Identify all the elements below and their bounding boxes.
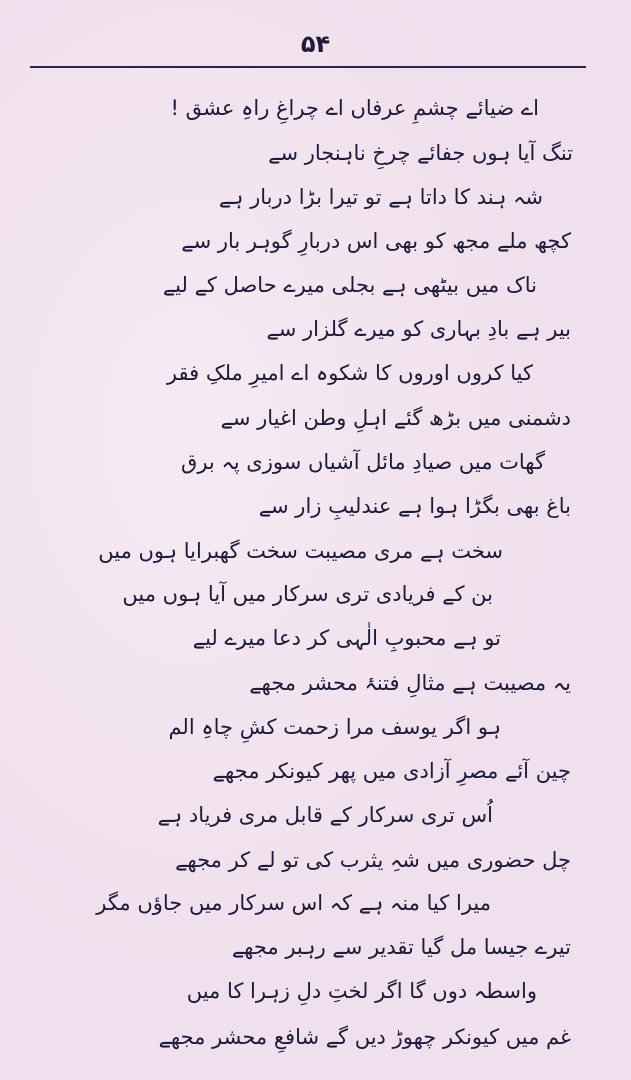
poem-line: میرا کیا منہ ہے کہ اس سرکار میں جاؤں مگر [96,891,491,915]
poem-line: ہو اگر یوسف مرا زحمت کشِ چاہِ الم [168,715,501,739]
poem-line: تنگ آیا ہوں جفائے چرخِ ناہنجار سے [268,141,573,165]
poem-line: بن کے فریادی تری سرکار میں آیا ہوں میں [122,582,493,606]
poem-line: دشمنی میں بڑھ گئے اہلِ وطن اغیار سے [220,406,571,430]
poem-line: غم میں کیونکر چھوڑ دیں گے شافعِ محشر مجھے [158,1025,571,1049]
poem-line: تو ہے محبوبِ الٰہی کر دعا میرے لیے [192,626,501,650]
poem-line: واسطہ دوں گا اگر لختِ دلِ زہرا کا میں [186,979,537,1003]
poem-line: سخت ہے مری مصیبت سخت گھبرایا ہوں میں [98,539,503,563]
poem-line: یہ مصیبت ہے مثالِ فتنۂ محشر مجھے [249,671,571,695]
poem-line: چل حضوری میں شہِ یثرب کی تو لے کر مجھے [175,848,571,872]
poem-line: ناک میں بیٹھی ہے بجلی میرے حاصل کے لیے [162,273,537,297]
poem-line: چین آئے مصرِ آزادی میں پھر کیونکر مجھے [212,759,571,783]
poem-line: شہ ہند کا داتا ہے تو تیرا بڑا دربار ہے [218,185,543,209]
poem-line: کیا کروں اوروں کا شکوہ اے امیرِ ملکِ فقر [166,361,533,385]
poem-line: باغ بھی بگڑا ہوا ہے عندلیبِ زار سے [258,494,571,518]
poem-line: اُس تری سرکار کے قابل مری فریاد ہے [157,803,493,827]
poem-line: تیرے جیسا مل گیا تقدیر سے رہبر مجھے [231,935,571,959]
poem-line: اے ضیائے چشمِ عرفاں اے چراغِ راہِ عشق ! [170,96,539,120]
poem-line: کچھ ملے مجھ کو بھی اس دربارِ گوہر بار سے [181,229,571,253]
poem-line: بیر ہے بادِ بہاری کو میرے گلزار سے [266,317,571,341]
page-number: ۵۴ [300,30,331,58]
poem-line: گھات میں صیادِ مائل آشیاں سوزی پہ برق [181,450,545,474]
